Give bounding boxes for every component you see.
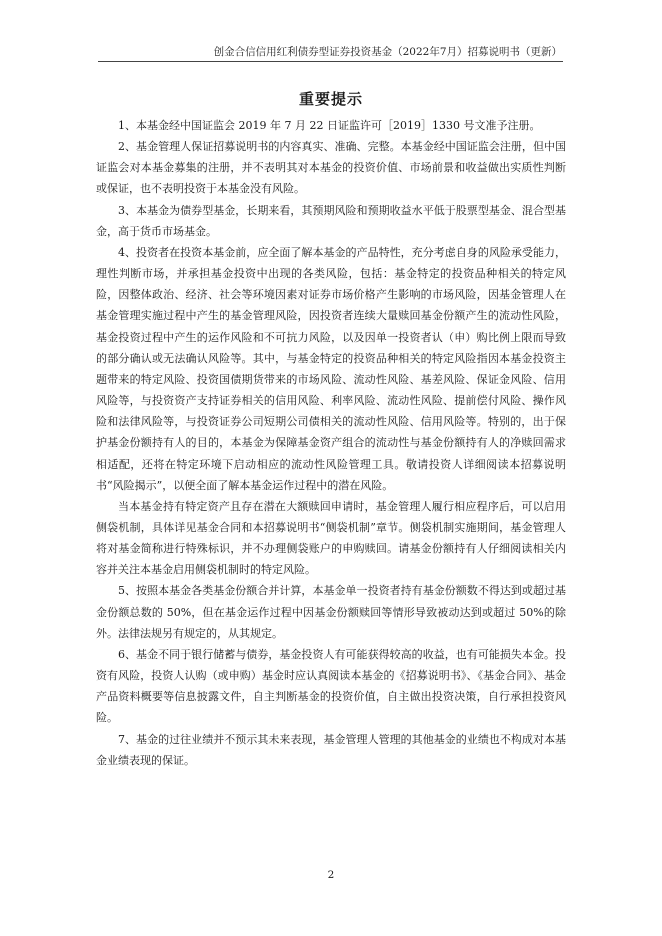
document-body — [96, 115, 566, 771]
paragraph-3: 3、本基金为债券型基金，长期来看，其预期风险和预期收益水平低于股票型基金、混合型基金，高于货币市场基金。 — [96, 203, 566, 238]
paragraph-side-pocket: 当本基金持有特定资产且存在潜在大额赎回申请时，基金管理人履行相应程序后，可以启用侧袋机制，具体详见基金合同和本招募说明书“侧袋机制”章节。侧袋机制实施期间，基金管理人将对基金简称进行特殊标识，并不办理侧袋账户的申购赎回。请基金份额持有人仔细阅读相关内容并关注本基金启用侧袋机制时的特定风险。 — [96, 499, 566, 577]
running-header: 创金合信信用红利债券型证券投资基金（2022年7月）招募说明书（更新） — [213, 46, 562, 58]
paragraph-5: 5、按照本基金各类基金份额合并计算，本基金单一投资者持有基金份额数不得达到或超过基金份额总数的 50%，但在基金运作过程中因基金份额赎回等情形导致被动达到或超过 50%的除外。法律法规另有规定的，从其规定。 — [96, 584, 566, 640]
paragraph-6: 6、基金不同于银行储蓄与债券，基金投资人有可能获得较高的收益，也有可能损失本金。投资有风险，投资人认购（或申购）基金时应认真阅读本基金的《招募说明书》、《基金合同》、基金产品资料概要等信息披露文件，自主判断基金的投资价值，自主做出投资决策，自行承担投资风险。 — [96, 647, 566, 725]
header-divider — [98, 61, 563, 62]
paragraph-4: 4、投资者在投资本基金前，应全面了解本基金的产品特性，充分考虑自身的风险承受能力，理性判断市场，并承担基金投资中出现的各类风险，包括：基金特定的投资品种相关的特定风险，因整体政治、经济、社会等环境因素对证券市场价格产生影响的市场风险，因基金管理人在基金管理实施过程中产生的基金管理风险，因投资者连续大量赎回基金份额产生的流动性风险，基金投资过程中产生的运作风险和不可抗力风险，以及因单一投资者认（申）购比例上限而导致的部分确认或无法确认风险等。其中，与基金特定的投资品种相关的特定风险指因本基金投资主题带来的特定风险、投资国债期货带来的市场风险、流动性风险、基差风险、保证金风险、信用风险等，与投资资产支持证券相关的信用风险、利率风险、流动性风险、提前偿付风险、操作风险和法律风险等，与投资证券公司短期公司债相关的流动性风险、信用风险等。特别的，出于保护基金份额持有人的目的，本基金为保障基金资产组合的流动性与基金份额持有人的净赎回需求相适配，还将在特定环境下启动相应的流动性风险管理工具。敬请投资人详细阅读本招募说明书“风险揭示”，以便全面了解本基金运作过程中的潜在风险。 — [96, 245, 566, 492]
paragraph-2: 2、基金管理人保证招募说明书的内容真实、准确、完整。本基金经中国证监会注册，但中国证监会对本基金募集的注册，并不表明其对本基金的投资价值、市场前景和收益做出实质性判断或保证，也不表明投资于本基金没有风险。 — [96, 140, 566, 196]
paragraph-1: 1、本基金经中国证监会 2019 年 7 月 22 日证监许可［2019］1330 号文准予注册。 — [118, 119, 541, 132]
page-title: 重要提示 — [298, 90, 363, 108]
page-number: 2 — [327, 869, 335, 881]
paragraph-7: 7、基金的过往业绩并不预示其未来表现，基金管理人管理的其他基金的业绩也不构成对本基金业绩表现的保证。 — [96, 732, 566, 767]
